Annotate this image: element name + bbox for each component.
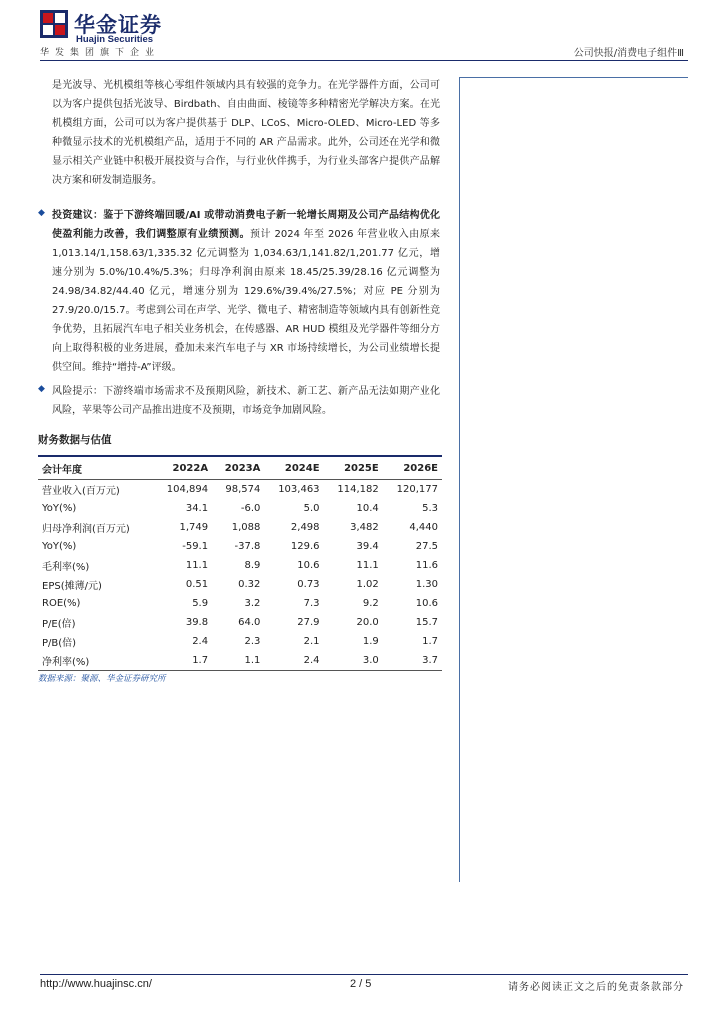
table-cell: 1.30 xyxy=(415,579,438,590)
huajin-logo-icon xyxy=(40,10,68,38)
table-cell: 1.9 xyxy=(362,636,379,647)
report-type: 公司快报/消费电子组件Ⅲ xyxy=(573,48,684,59)
data-source: 数据来源：聚源、华金证券研究所 xyxy=(38,674,166,684)
diamond-bullet-icon: ◆ xyxy=(38,208,45,218)
table-cell: 64.0 xyxy=(238,617,261,628)
table-cell: 4,440 xyxy=(409,522,438,533)
table-cell: 3,482 xyxy=(350,522,379,533)
header-divider xyxy=(40,60,688,61)
table-cell: 129.6 xyxy=(290,541,320,552)
table-cell: 10.6 xyxy=(415,598,438,609)
table-cell: 3.7 xyxy=(383,651,442,671)
table-title: 财务数据与估值 xyxy=(38,434,112,446)
row-label: YoY(%) xyxy=(42,541,77,552)
table-row xyxy=(38,575,442,594)
table-cell: 0.32 xyxy=(238,579,261,590)
table-cell: 11.6 xyxy=(415,560,438,571)
row-label: YoY(%) xyxy=(42,503,77,514)
table-cell: 2.3 xyxy=(244,636,261,647)
table-cell: 1,088 xyxy=(231,522,261,533)
financial-table xyxy=(38,455,442,671)
row-label: ROE(%) xyxy=(42,598,81,609)
table-cell: 0.73 xyxy=(297,579,320,590)
brand-name-en: Huajin Securities xyxy=(76,34,154,45)
footer-disclaimer: 请务必阅读正文之后的免责条款部分 xyxy=(508,982,684,993)
row-label: 净利率(%) xyxy=(38,651,153,671)
table-cell: 98,574 xyxy=(225,484,261,495)
table-cell: 5.3 xyxy=(422,503,438,514)
table-cell: 114,182 xyxy=(337,484,379,495)
column-header-year: 2022A xyxy=(153,456,212,480)
table-cell: 1.1 xyxy=(212,651,264,671)
row-label: 营业收入(百万元) xyxy=(42,486,120,497)
table-cell: 3.0 xyxy=(324,651,383,671)
table-cell: 8.9 xyxy=(244,560,261,571)
brand-name-cn: 华金证券 xyxy=(74,13,162,37)
table-cell: 9.2 xyxy=(362,598,379,609)
company-logo xyxy=(40,10,170,46)
table-cell: 1.02 xyxy=(356,579,379,590)
footer-divider xyxy=(40,974,688,975)
brand-slogan: 华发集团旗下企业 xyxy=(40,48,161,58)
table-row xyxy=(38,613,442,632)
table-cell: 1.7 xyxy=(422,636,438,647)
table-row xyxy=(38,556,442,575)
row-label: P/B(倍) xyxy=(42,638,77,649)
column-header-label: 会计年度 xyxy=(38,456,153,480)
table-row xyxy=(38,518,442,537)
table-cell: -6.0 xyxy=(240,503,261,514)
table-cell: 15.7 xyxy=(415,617,438,628)
table-cell: 27.5 xyxy=(415,541,438,552)
table-cell: 39.4 xyxy=(356,541,379,552)
table-body xyxy=(38,480,442,671)
table-cell: 120,177 xyxy=(396,484,438,495)
table-cell: 1,749 xyxy=(179,522,209,533)
table-row xyxy=(38,594,442,613)
investment-headline: 投资建议：鉴于下游终端回暖/AI 或带动消费电子新一轮增长周期及公司产品结构优化使盈利能力改善，我们调整原有业绩预测。 xyxy=(52,210,440,240)
table-row xyxy=(38,480,442,500)
table-cell: -37.8 xyxy=(234,541,261,552)
table-cell: 20.0 xyxy=(356,617,379,628)
table-cell: 10.4 xyxy=(356,503,379,514)
table-cell: -59.1 xyxy=(182,541,209,552)
table-cell: 27.9 xyxy=(297,617,320,628)
row-label: 毛利率(%) xyxy=(42,562,90,573)
table-cell: 2,498 xyxy=(290,522,320,533)
table-cell: 34.1 xyxy=(185,503,209,514)
row-label: EPS(摊薄/元) xyxy=(42,581,102,592)
table-cell: 104,894 xyxy=(166,484,209,495)
table-cell: 103,463 xyxy=(278,484,320,495)
table-row xyxy=(38,499,442,518)
body-paragraph-business: 是光波导、光机模组等核心零组件领域内具有较强的竞争力。在光学器件方面，公司可以为客户提供包括光波导、Birdbath、自由曲面、棱镜等多种精密光学解决方案。在光机模组方面，公司可以为客户提供基于 DLP、LCoS、Micro-OLED、Micro-LED 等多种微显示技术的光机模组产品，适用于不同的 AR 产品需求。此外，公司还在光学和微显示相关产业链中积极开展投资与合作，与行业伙伴携手，为行业头部客户提供产品解决方案和研发制造服务。 xyxy=(52,80,440,186)
table-cell: 3.2 xyxy=(244,598,261,609)
table-cell: 2.4 xyxy=(264,651,323,671)
table-cell: 2.1 xyxy=(303,636,320,647)
page-number: 2 / 5 xyxy=(350,978,372,990)
body-paragraph-risk: 风险提示：下游终端市场需求不及预期风险，新技术、新工艺、新产品无法如期产业化风险，苹果等公司产品推出进度不及预期，市场竞争加剧风险。 xyxy=(52,386,440,416)
table-cell: 11.1 xyxy=(185,560,209,571)
row-label: 归母净利润(百万元) xyxy=(42,524,130,535)
table-cell: 5.0 xyxy=(303,503,320,514)
table-row xyxy=(38,651,442,671)
table-cell: 1.7 xyxy=(153,651,212,671)
body-paragraph-investment xyxy=(52,206,440,377)
table-cell: 2.4 xyxy=(192,636,209,647)
table-cell: 10.6 xyxy=(297,560,320,571)
footer-website-link[interactable]: http://www.huajinsc.cn/ xyxy=(40,978,152,990)
column-header-year: 2024E xyxy=(264,456,323,480)
table-cell: 11.1 xyxy=(356,560,379,571)
diamond-bullet-icon: ◆ xyxy=(38,384,45,394)
column-header-year: 2026E xyxy=(383,456,442,480)
table-row xyxy=(38,537,442,556)
table-header-row xyxy=(38,456,442,480)
table-cell: 5.9 xyxy=(192,598,209,609)
investment-detail: 预计 2024 年至 2026 年营业收入由原来 1,013.14/1,158.63/1,335.32 亿元调整为 1,034.63/1,141.82/1,201.77 亿元，增速分别为 5.0%/10.4%/5.3%；归母净利润由原来 18.45/25.39/28.16 亿元调整为 24.98/34.82/44.40 亿元，增速分别为 129.6%/39.4%/27.5%；对应 PE 分别为 27.9/20.0/15.7。考虑到公司在声学、光学、微电子、精密制造等领域内具有创新性竞争优势，且拓展汽车电子相关业务机会，在传感器、AR HUD 模组及光学器件等细分方向上取得积极的业务进展，叠加未来汽车电子与 XR 市场持续增长，为公司业绩增长提供空间。维持“增持-A”评级。 xyxy=(52,229,441,373)
column-header-year: 2025E xyxy=(324,456,383,480)
column-header-year: 2023A xyxy=(212,456,264,480)
table-cell: 0.51 xyxy=(185,579,209,590)
table-cell: 7.3 xyxy=(303,598,320,609)
table-cell: 39.8 xyxy=(185,617,209,628)
sidebar-top-border xyxy=(459,77,688,78)
row-label: P/E(倍) xyxy=(42,619,76,630)
table-row xyxy=(38,632,442,651)
sidebar-left-border xyxy=(459,77,460,882)
